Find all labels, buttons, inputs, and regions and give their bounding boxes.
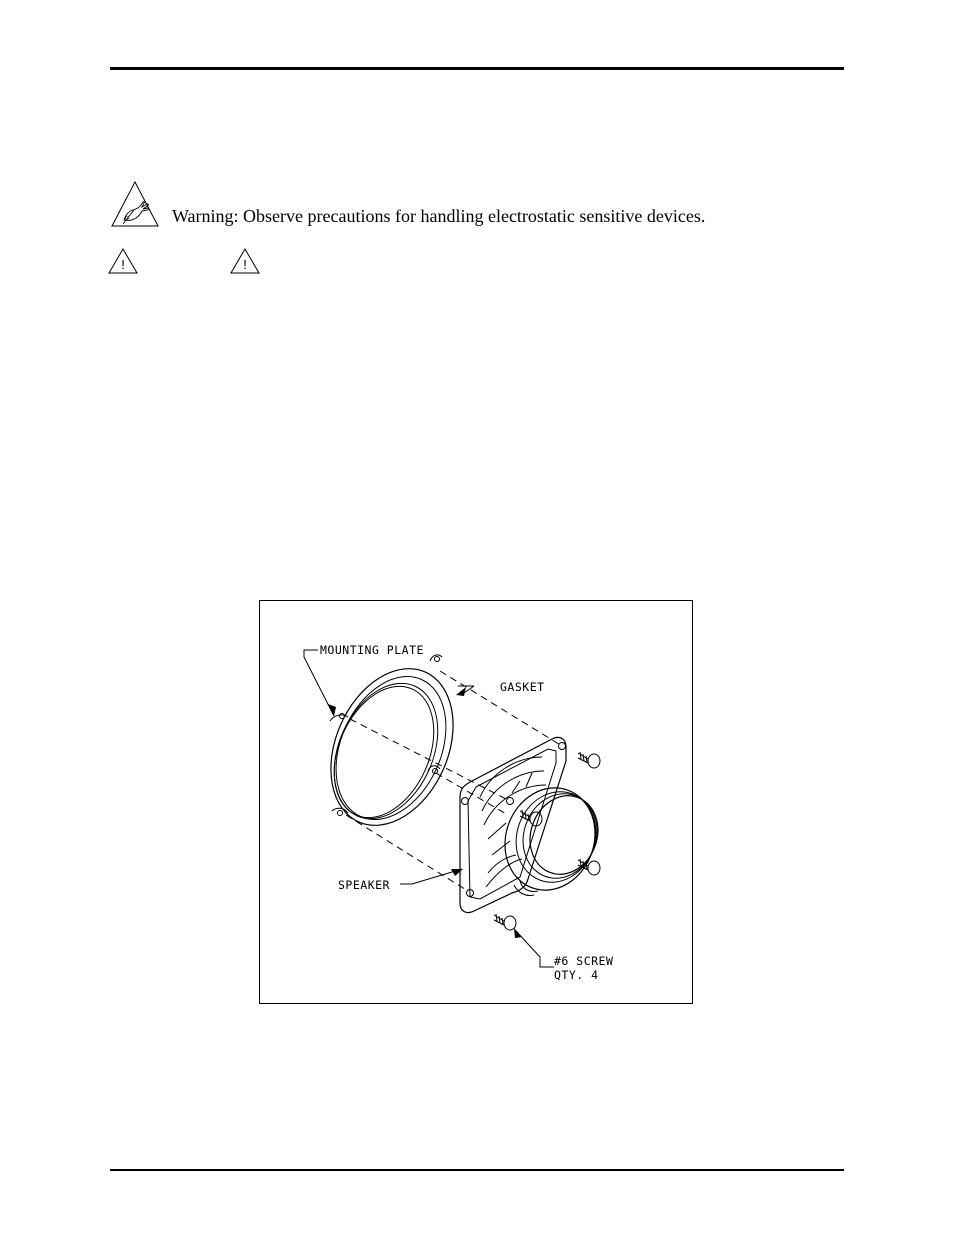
header-rule	[110, 67, 844, 70]
speaker-assembly-figure	[259, 600, 693, 1004]
speaker-frame	[460, 737, 566, 912]
alignment-lines	[346, 671, 562, 891]
screw	[494, 914, 516, 930]
caution-glyph: !	[121, 257, 125, 272]
leader-arrowheads	[328, 687, 522, 938]
screw-qty-label: QTY. 4	[554, 968, 599, 982]
footer-rule	[110, 1169, 844, 1171]
mounting-plate-label: MOUNTING PLATE	[320, 643, 424, 657]
caution-triangle-icon	[108, 248, 138, 274]
speaker-exploded-drawing	[260, 601, 694, 1005]
speaker-label: SPEAKER	[338, 878, 390, 892]
caution-marks	[108, 248, 308, 278]
caution-triangle-icon	[230, 248, 260, 274]
esd-hand-icon	[110, 180, 160, 230]
svg-text:P: P	[125, 217, 130, 223]
screw-label: #6 SCREW	[554, 954, 614, 968]
gasket-label: GASKET	[500, 680, 545, 694]
mounting-plate-ring	[307, 649, 476, 844]
esd-warning	[110, 180, 844, 230]
caution-glyph: !	[243, 257, 247, 272]
screw	[578, 752, 600, 768]
warning-text: Warning: Observe precautions for handling electrostatic sensitive devices.	[172, 206, 706, 226]
